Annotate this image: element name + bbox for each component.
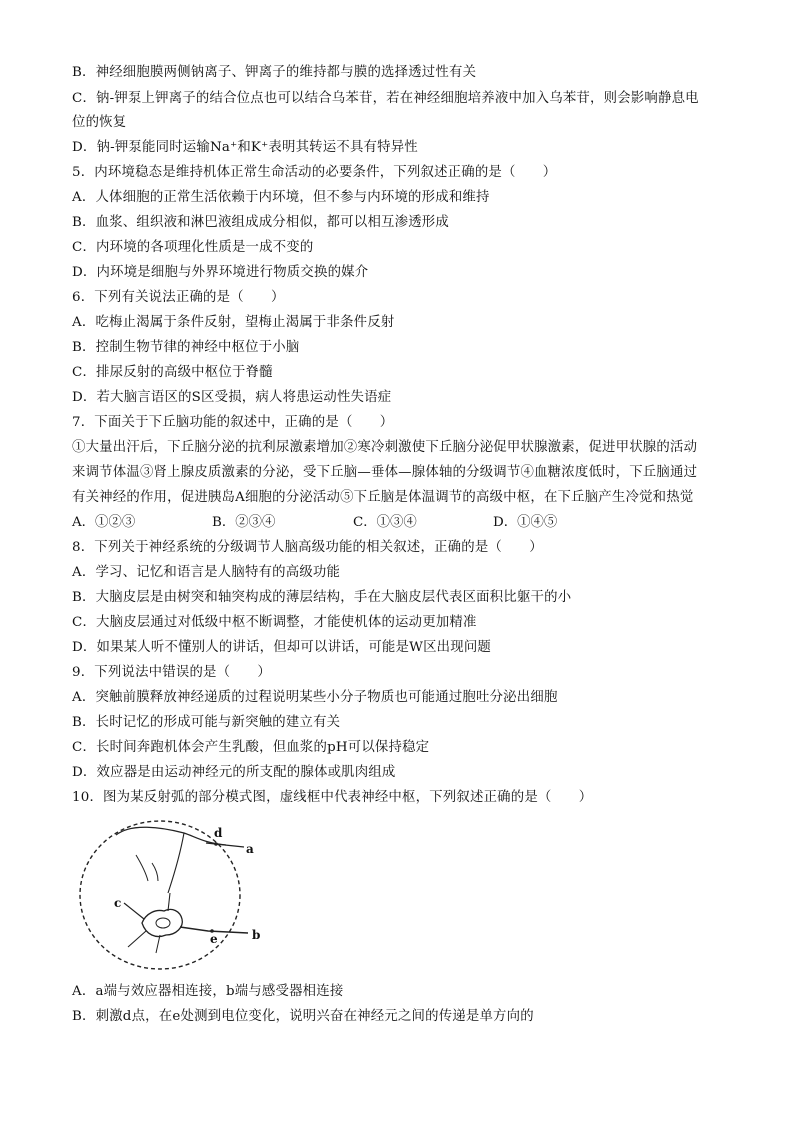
text-line: A．人体细胞的正常生活依赖于内环境，但不参与内环境的形成和维持 <box>72 190 490 205</box>
text-line: B．刺激d点，在e处测到电位变化，说明兴奋在神经元之间的传递是单方向的 <box>72 1009 534 1024</box>
dendrite <box>136 855 148 881</box>
option-a: A．①②③ <box>72 515 136 530</box>
label-e: e <box>210 932 218 946</box>
text-line: 有关神经的作用，促进胰岛A细胞的分泌活动⑤下丘脑是体温调节的高级中枢，在下丘脑产生冷觉和热觉 <box>72 490 694 505</box>
text-line: C．钠-钾泵上钾离子的结合位点也可以结合乌苯苷，若在神经细胞培养液中加入乌苯苷，则会影响静息电 <box>72 91 699 106</box>
text-line: B．长时记忆的形成可能与新突触的建立有关 <box>72 715 341 730</box>
question-10-stem: 10．图为某反射弧的部分模式图，虚线框中代表神经中枢，下列叙述正确的是（ ） <box>72 790 593 805</box>
dendrite <box>156 935 160 953</box>
dendrite <box>152 863 158 881</box>
point-d-marker <box>214 842 218 846</box>
text-line: D．如果某人听不懂别人的讲话，但却可以讲话，可能是W区出现问题 <box>72 640 492 655</box>
text-line: B．神经细胞膜两侧钠离子、钾离子的维持都与膜的选择透过性有关 <box>72 65 477 80</box>
question-5-stem: 5．内环境稳态是维持机体正常生命活动的必要条件，下列叙述正确的是（ ） <box>72 165 557 180</box>
neuron-cell-body <box>142 909 182 936</box>
question-6-stem: 6．下列有关说法正确的是（ ） <box>72 290 285 305</box>
option-b: B．②③④ <box>212 515 276 530</box>
text-line: D．若大脑言语区的S区受损，病人将患运动性失语症 <box>72 390 392 405</box>
question-9-stem: 9．下列说法中错误的是（ ） <box>72 665 271 680</box>
option-c: C．①③④ <box>353 515 417 530</box>
text-line: C．长时间奔跑机体会产生乳酸，但血浆的pH可以保持稳定 <box>72 740 430 755</box>
question-7-stem: 7．下面关于下丘脑功能的叙述中，正确的是（ ） <box>72 415 394 430</box>
text-line: C．内环境的各项理化性质是一成不变的 <box>72 240 314 255</box>
text-line: ①大量出汗后，下丘脑分泌的抗利尿激素增加②寒冷刺激使下丘脑分泌促甲状腺激素，促进甲状腺的活动 <box>72 440 698 455</box>
text-line: B．控制生物节律的神经中枢位于小脑 <box>72 340 300 355</box>
label-d: d <box>214 826 223 840</box>
dendrite <box>168 893 170 911</box>
label-c: c <box>114 896 122 910</box>
text-line: A．a端与效应器相连接，b端与感受器相连接 <box>72 984 344 999</box>
option-d: D．①④⑤ <box>493 515 558 530</box>
dendrite <box>128 931 146 947</box>
fiber-to-a <box>206 843 244 847</box>
text-line: A．吃梅止渴属于条件反射，望梅止渴属于非条件反射 <box>72 315 395 330</box>
axon-branch <box>168 833 184 893</box>
label-b: b <box>252 928 261 942</box>
text-line: 来调节体温③肾上腺皮质激素的分泌，受下丘脑—垂体—腺体轴的分级调节④血糖浓度低时，下丘脑通过 <box>72 465 698 480</box>
dendrite <box>124 903 144 919</box>
text-line: A．突触前膜释放神经递质的过程说明某些小分子物质也可能通过胞吐分泌出细胞 <box>72 690 558 705</box>
text-line: D．内环境是细胞与外界环境进行物质交换的媒介 <box>72 265 369 280</box>
text-line: B．大脑皮层是由树突和轴突构成的薄层结构，手在大脑皮层代表区面积比躯干的小 <box>72 590 572 605</box>
question-8-stem: 8．下列关于神经系统的分级调节人脑高级功能的相关叙述，正确的是（ ） <box>72 540 543 555</box>
label-a: a <box>246 842 254 856</box>
text-line: B．血浆、组织液和淋巴液组成成分相似，都可以相互渗透形成 <box>72 215 449 230</box>
text-line: D．钠-钾泵能同时运输Na⁺和K⁺表明其转运不具有特异性 <box>72 140 418 155</box>
text-line: D．效应器是由运动神经元的所支配的腺体或肌肉组成 <box>72 765 396 780</box>
text-line: C．大脑皮层通过对低级中枢不断调整，才能使机体的运动更加精准 <box>72 615 477 630</box>
text-line: C．排尿反射的高级中枢位于脊髓 <box>72 365 273 380</box>
text-line: 位的恢复 <box>72 115 127 130</box>
text-line: A．学习、记忆和语言是人脑特有的高级功能 <box>72 565 341 580</box>
reflex-arc-figure <box>76 815 276 975</box>
